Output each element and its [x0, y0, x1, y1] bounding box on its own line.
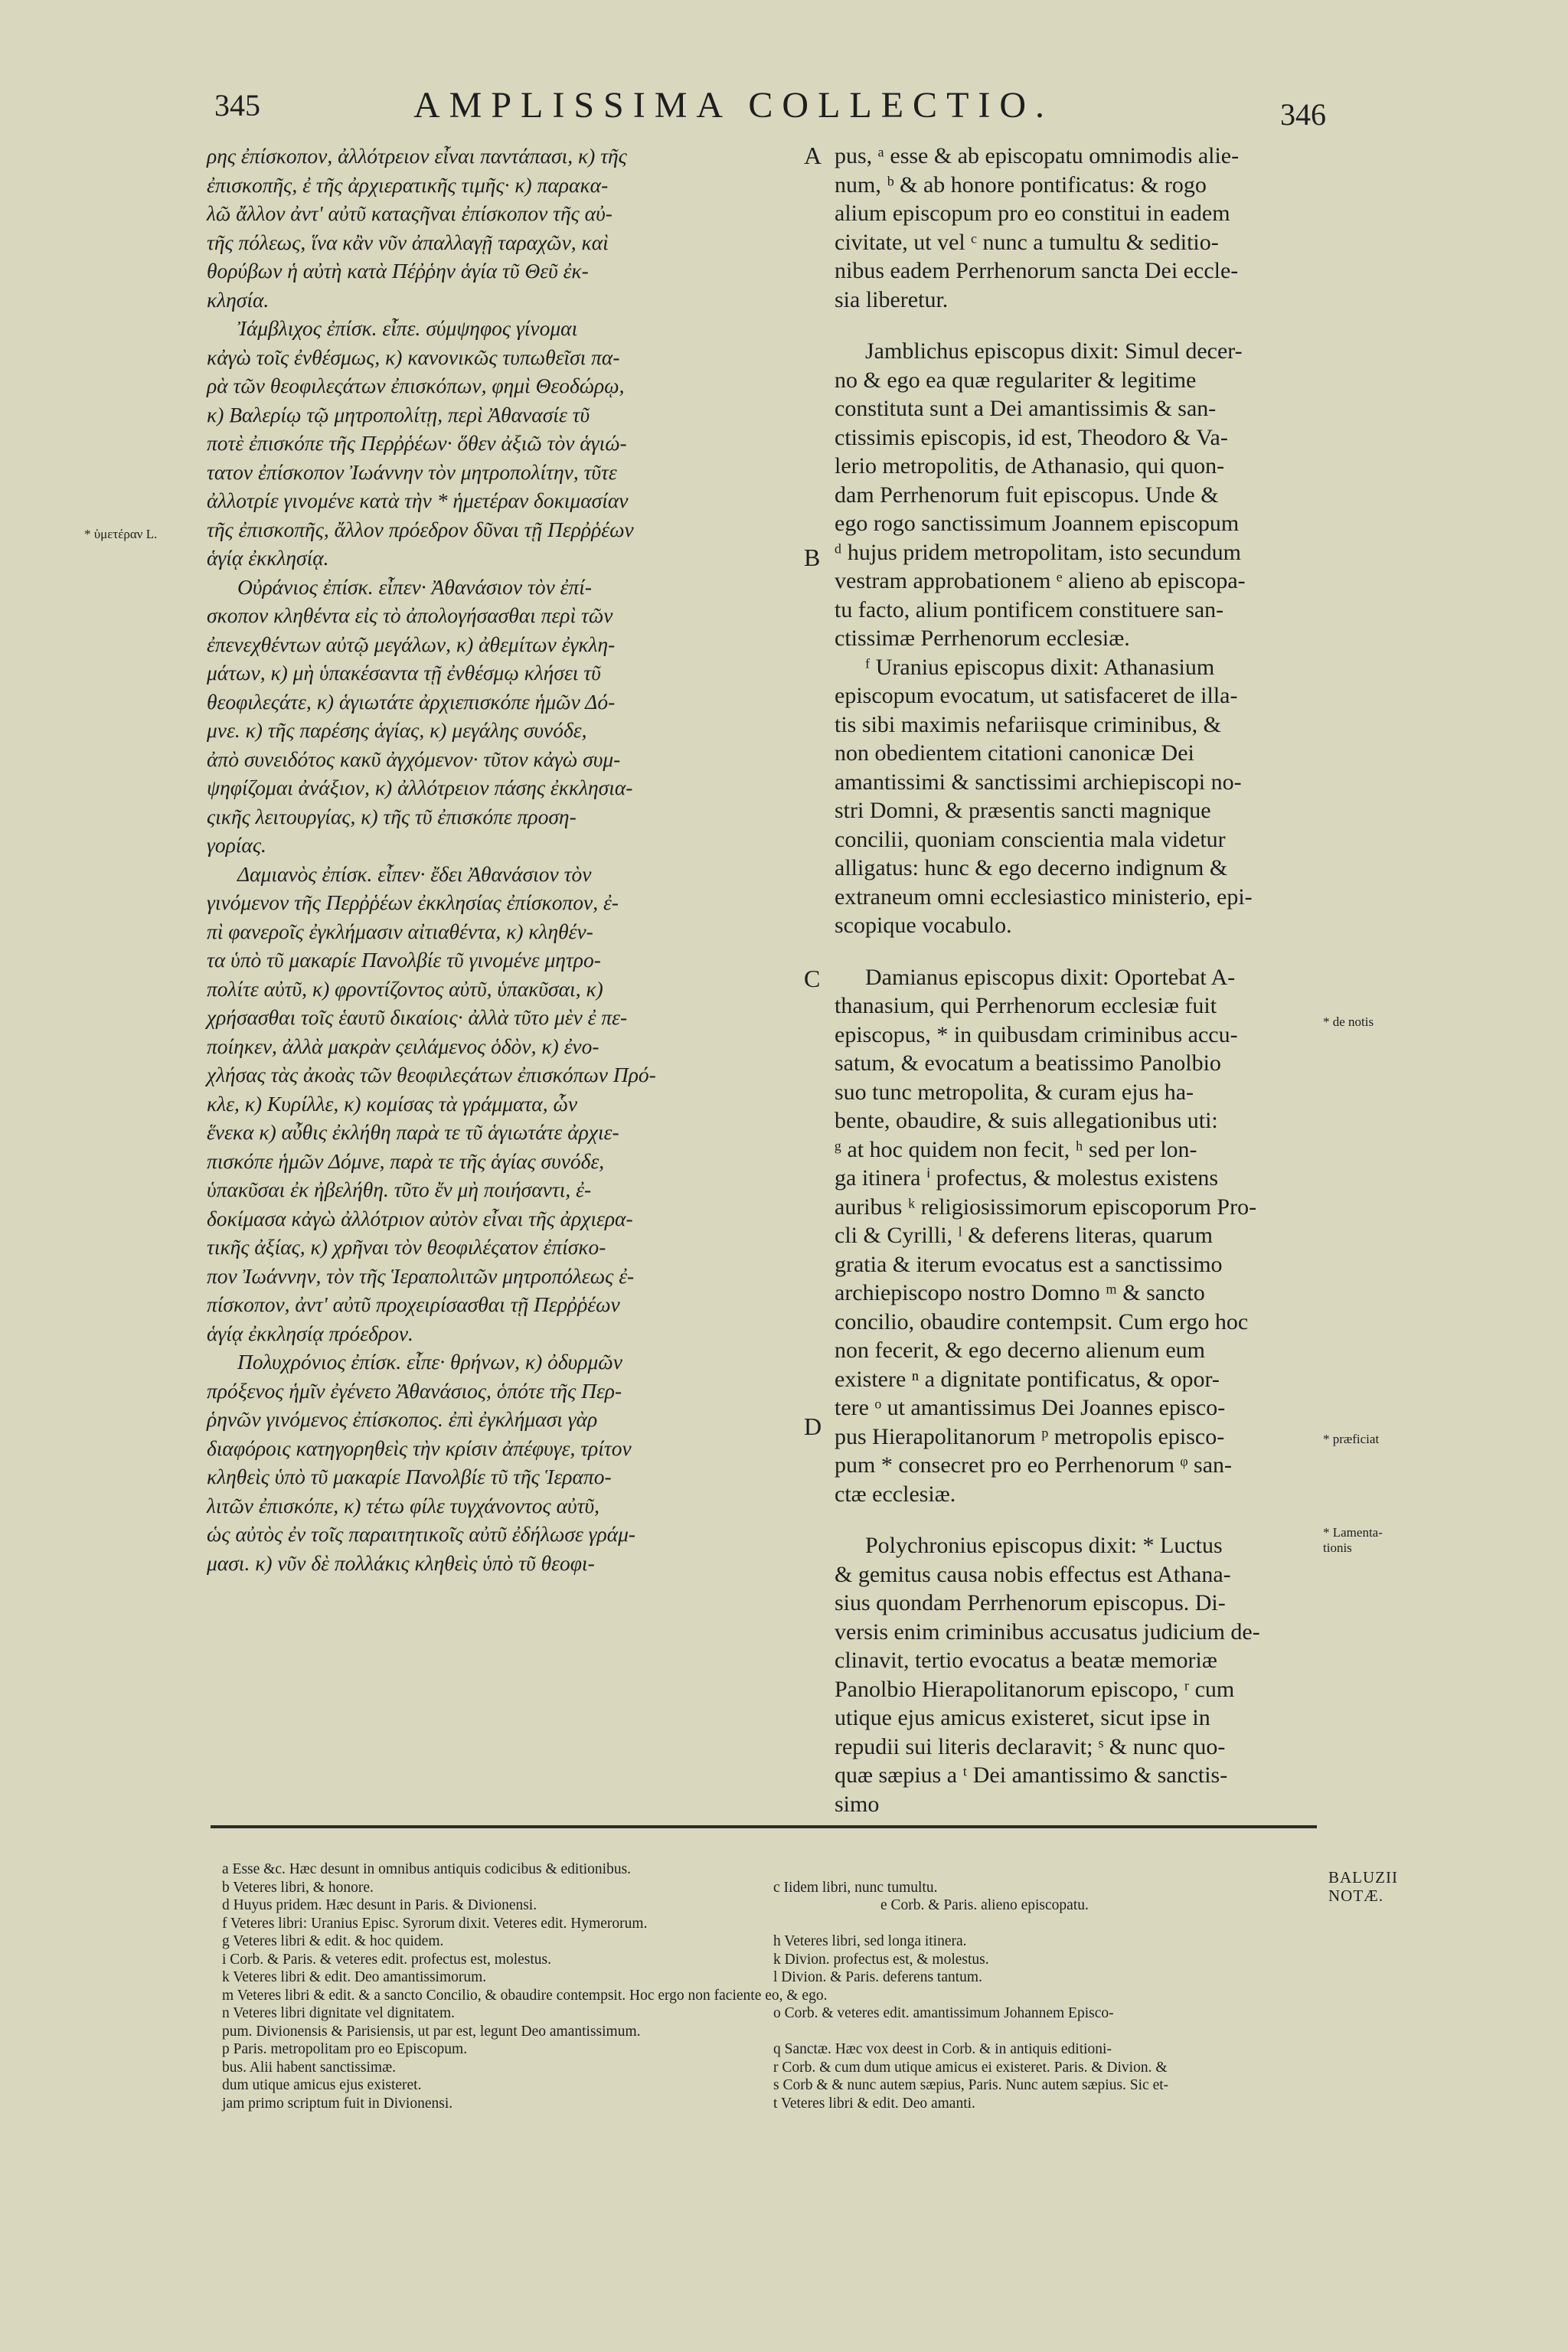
latin-line [835, 1393, 1325, 1423]
greek-line [207, 343, 781, 372]
greek-line [207, 1032, 781, 1061]
greek-line [207, 1377, 781, 1406]
greek-line [207, 199, 781, 228]
latin-line-text: Jamblichus episcopus dixit: Simul decer- [865, 338, 1243, 364]
side-note-de-notis: * de notis [1323, 1014, 1374, 1029]
footnote-left: g Veteres libri & edit. & hoc quidem. [222, 1933, 444, 1949]
greek-line-text: κλησία. [207, 287, 270, 312]
page-number-left: 345 [214, 88, 260, 122]
greek-line-text: Ἰάμβλιχος ἐπίσκ. εἶπε. σύμψηφος γίνομαι [237, 316, 578, 340]
greek-line-text: ὑπακῦσαι ἐκ ἠβελήθη. τῦτο ἔν μὴ ποιήσαντι, ἐ- [207, 1178, 592, 1201]
greek-line-text: μασι. κ) νῦν δὲ πολλάκις κληθεὶς ὑπὸ τῦ θεοφι- [207, 1550, 595, 1575]
latin-line-text: Polychronius episcopus dixit: * Luctus [865, 1533, 1223, 1558]
latin-line [835, 1790, 1325, 1819]
greek-line [207, 429, 781, 458]
latin-line [835, 653, 1325, 682]
greek-line [207, 142, 781, 171]
latin-line [835, 1106, 1325, 1135]
side-note-lamentationis: * Lamenta- tionis [1323, 1525, 1383, 1555]
footnote-left: f Veteres libri: Uranius Episc. Syrorum dixit. Veteres edit. Hymerorum. [222, 1915, 648, 1932]
latin-line [835, 1021, 1325, 1050]
greek-line-text: ψηφίζομαι ἀνάξιον, κ) ἀλλότρειον πάσης ἐκκλησια- [207, 776, 633, 799]
footnote-left: i Corb. & Paris. & veteres edit. profectus est, molestus. [222, 1951, 552, 1968]
footnote-right: o Corb. & veteres edit. amantissimum Johannem Episco- [773, 2005, 1114, 2021]
greek-line-text: ἁγίᾳ ἐκκλησίᾳ. [207, 546, 329, 570]
latin-line [835, 1135, 1325, 1165]
footnote-right: l Divion. & Paris. deferens tantum. [773, 1969, 982, 1985]
greek-line-text: πολίτε αὐτῦ, κ) φροντίζοντος αὐτῦ, ὑπακῦσαι, κ) [207, 976, 603, 1001]
latin-line [835, 1733, 1325, 1762]
notes-heading: BALUZII NOTÆ. [1328, 1868, 1398, 1905]
footnote-right: r Corb. & cum dum utique amicus ei existeret. Paris. & Divion. & [773, 2059, 1168, 2076]
latin-line-text: nibus eadem Perrhenorum sancta Dei eccle- [835, 258, 1239, 283]
greek-line-text: κληθεὶς ὑπὸ τῦ μακαρίε Πανολβίε τῦ τῆς Ἱεραπο- [207, 1465, 612, 1488]
margin-letter-c: C [804, 965, 821, 992]
greek-line-text: ἐπενεχθέντων αὐτῷ μεγάλων, κ) ἀθεμίτων ἐγκλη- [207, 632, 616, 656]
greek-line-text: τῆς ἐπισκοπῆς, ἄλλον πρόεδρον δῦναι τῇ Περῤῥέων [207, 517, 634, 541]
greek-line-text: πρόξενος ἡμῖν ἐγένετο Ἀθανάσιος, ὁπότε τῆς Περ- [207, 1378, 622, 1403]
footnote-divider [211, 1825, 1317, 1828]
greek-line [207, 1262, 781, 1291]
latin-line [835, 1451, 1325, 1480]
latin-line-text: non obedientem citationi canonicæ Dei [835, 740, 1194, 766]
latin-line [835, 1589, 1325, 1618]
greek-line-text: χλήσας τὰς ἀκοὰς τῶν θεοφιλεςάτων ἐπισκόπων Πρό- [207, 1063, 656, 1086]
margin-letter-a: A [804, 142, 822, 169]
latin-line [835, 1078, 1325, 1107]
footnote-row [222, 1932, 1325, 1951]
latin-line-text: utique ejus amicus existeret, sicut ipse in [835, 1705, 1210, 1730]
greek-line-text: ςικῆς λειτουργίας, κ) τῆς τῦ ἐπισκόπε προση- [207, 804, 577, 828]
greek-text-column [207, 142, 781, 1577]
latin-line-text: bente, obaudire, & suis allegationibus uti: [835, 1108, 1218, 1133]
footnotes [222, 1860, 1325, 2112]
footnote-row [222, 1987, 1325, 2005]
latin-line-text: satum, & evocatum a beatissimo Panolbio [835, 1050, 1221, 1076]
greek-line-text: δοκίμασα κἀγὼ ἀλλότριον αὐτὸν εἶναι τῆς ἀρχιερα- [207, 1206, 633, 1230]
greek-line [207, 573, 781, 602]
latin-line [835, 1250, 1325, 1279]
latin-line-text: & gemitus causa nobis effectus est Athana- [835, 1561, 1231, 1587]
latin-line [835, 1193, 1325, 1222]
greek-line-text: ἁγίᾳ ἐκκλησίᾳ πρόεδρον. [207, 1321, 413, 1345]
greek-line [207, 917, 781, 946]
latin-line-text: extraneum omni ecclesiastico ministerio, epi- [835, 884, 1253, 910]
margin-letter-d: D [804, 1413, 822, 1440]
greek-line-text: τικῆς ἀξίας, κ) χρῆναι τὸν θεοφιλέςατον ἐπίσκο- [207, 1235, 606, 1259]
greek-line-text: χρήσασθαι τοῖς ἑαυτῦ δικαίοις· ἀλλὰ τῦτο μὲν ἐ πε- [207, 1005, 628, 1029]
latin-line [835, 825, 1325, 854]
greek-line [207, 1175, 781, 1204]
greek-line [207, 802, 781, 831]
footnote-row [222, 2059, 1325, 2077]
latin-line [835, 366, 1325, 395]
greek-line-text: κλε, κ) Κυρίλλε, κ) κομίσας τὰ γράμματα, ὧν [207, 1091, 578, 1116]
latin-line-text: gratia & iterum evocatus est a sanctissimo [835, 1251, 1223, 1277]
greek-line [207, 831, 781, 860]
footnote-row [222, 1860, 1325, 1879]
greek-line [207, 860, 781, 889]
greek-line-text: γινόμενον τῆς Περῤῥέων ἐκκλησίας ἐπίσκοπον, ἐ- [207, 890, 619, 914]
latin-line [835, 1531, 1325, 1560]
greek-line-text: Δαμιανὸς ἐπίσκ. εἶπεν· ἔδει Ἀθανάσιον τὸν [237, 861, 592, 886]
footnote-left: a Esse &c. Hæc desunt in omnibus antiquis codicibus & editionibus. [222, 1861, 632, 1877]
greek-line [207, 745, 781, 774]
footnote-right: c Iidem libri, nunc tumultu. [773, 1879, 938, 1896]
greek-line [207, 458, 781, 487]
latin-line-text: alligatus: hunc & ego decerno indignum & [835, 855, 1228, 880]
footnote-left: dum utique amicus ejus existeret. [222, 2077, 422, 2093]
latin-line-text: ctissimis episcopis, id est, Theodoro & Va- [835, 424, 1228, 450]
footnote-left: bus. Alii habent sanctissimæ. [222, 2059, 396, 2076]
greek-line [207, 688, 781, 717]
latin-line [835, 1618, 1325, 1647]
greek-line [207, 658, 781, 688]
latin-line-text: auribus ᵏ religiosissimorum episcoporum Pro- [835, 1194, 1257, 1220]
latin-line [835, 228, 1325, 257]
latin-line-text: concilii, quoniam conscientia mala videtur [835, 826, 1226, 852]
latin-line-text: scopique vocabulo. [835, 913, 1012, 938]
latin-line [835, 337, 1325, 366]
greek-line-text: κ) Βαλερίῳ τῷ μητροπολίτῃ, περὶ Ἀθανασίε τῦ [207, 402, 590, 426]
page-header [207, 84, 1332, 138]
footnote-left: n Veteres libri dignitate vel dignitatem. [222, 2005, 455, 2021]
latin-line-text: archiepiscopo nostro Domno ᵐ & sancto [835, 1280, 1205, 1305]
latin-line [835, 567, 1325, 596]
latin-line [835, 1049, 1325, 1078]
greek-line-text: πὶ φανεροῖς ἐγκλήμασιν αἰτιαθέντα, κ) κληθέν- [207, 919, 593, 943]
latin-line-text: versis enim criminibus accusatus judicium de- [835, 1619, 1260, 1645]
greek-line-text: λιτῶν ἐπισκόπε, κ) τέτω φίλε τυγχάνοντος αὐτῦ, [207, 1493, 599, 1517]
greek-line [207, 1290, 781, 1319]
side-note-praeficiat: * præficiat [1323, 1432, 1380, 1446]
greek-line [207, 256, 781, 286]
latin-line [835, 394, 1325, 423]
footnote-left: m Veteres libri & edit. & a sancto Concilio, & obaudire contempsit. Hoc ergo non faciente eo, & ego. [222, 1987, 828, 2004]
latin-line [835, 1675, 1325, 1704]
latin-line-text: amantissimi & sanctissimi archiepiscopi no- [835, 769, 1242, 795]
latin-line [835, 1365, 1325, 1394]
greek-line-text: ῥηνῶν γινόμενος ἐπίσκοπος. ἐπὶ ἐγκλήμασι γὰρ [207, 1407, 598, 1431]
footnote-right: e Corb. & Paris. alieno episcopatu. [880, 1897, 1089, 1913]
greek-line-text: τῆς πόλεως, ἵνα κἂν νῦν ἀπαλλαγῇ ταραχῶν, καὶ [207, 230, 609, 254]
latin-line [835, 710, 1325, 740]
greek-line [207, 1060, 781, 1089]
greek-line [207, 171, 781, 200]
latin-line [835, 681, 1325, 710]
latin-line-text: repudii sui literis declaravit; ˢ & nunc quo- [835, 1733, 1226, 1759]
latin-line [835, 739, 1325, 768]
latin-line-text: clinavit, tertio evocatus a beatæ memoriæ [835, 1648, 1217, 1673]
greek-line-text: ρὰ τῶν θεοφιλεςάτων ἐπισκόπων, φημὶ Θεοδώρῳ, [207, 374, 625, 397]
greek-line-text: τα ὑπὸ τῦ μακαρίε Πανολβίε τῦ γινομένε μητρο- [207, 948, 601, 972]
footnote-right: q Sanctæ. Hæc vox deest in Corb. & in antiquis editioni- [773, 2041, 1112, 2057]
latin-line-text: non fecerit, & ego decerno alienum eum [835, 1338, 1205, 1363]
greek-line-text: μνε. κ) τῆς παρέσης ἁγίας, κ) μεγάλης συνόδε, [207, 718, 587, 742]
margin-letter-b: B [804, 544, 821, 571]
greek-line-text: ποίηκεν, ἀλλὰ μακρὰν ςειλάμενος ὁδὸν, κ) ἐνο- [207, 1034, 599, 1058]
latin-line [835, 171, 1325, 200]
latin-line [835, 423, 1325, 452]
latin-line [835, 1308, 1325, 1337]
greek-line [207, 486, 781, 515]
greek-line-text: ἀπὸ συνειδότος κακῦ ἀγχόμενον· τῦτον κἀγὼ συμ- [207, 746, 621, 771]
page-number-right: 346 [1280, 97, 1326, 132]
latin-line-text: episcopus, * in quibusdam criminibus accu- [835, 1021, 1238, 1047]
latin-line [835, 963, 1325, 992]
greek-line [207, 630, 781, 659]
latin-line [835, 509, 1325, 538]
side-note-variant-reading: * ὑμετέραν L. [84, 527, 158, 541]
latin-line-text: constituta sunt a Dei amantissimis & san- [835, 396, 1217, 421]
greek-line [207, 1204, 781, 1233]
latin-line-text: cli & Cyrilli, ˡ & deferens literas, quarum [835, 1223, 1214, 1248]
latin-line [835, 596, 1325, 625]
latin-line [835, 1279, 1325, 1308]
greek-line-text: ρης ἐπίσκοπον, ἀλλότρειον εἶναι παντάπασι, κ) τῆς [207, 144, 627, 168]
footnote-row [222, 1915, 1325, 1933]
footnote-right: t Veteres libri & edit. Deo amanti. [773, 2095, 975, 2112]
greek-line-text: πισκόπε ἡμῶν Δόμνε, παρὰ τε τῆς ἁγίας συνόδε, [207, 1148, 605, 1173]
greek-line-text: πίσκοπον, ἀντ' αὐτῦ προχειρίσασθαι τῇ Περῤῥέων [207, 1292, 620, 1316]
footnote-row [222, 2004, 1325, 2023]
greek-line [207, 544, 781, 573]
latin-line [835, 854, 1325, 883]
latin-line-text: tu facto, alium pontificem constituere san- [835, 596, 1224, 622]
greek-line [207, 1462, 781, 1491]
greek-line [207, 773, 781, 802]
footnote-row [222, 1968, 1325, 1987]
greek-line [207, 888, 781, 917]
footnote-left: k Veteres libri & edit. Deo amantissimorum. [222, 1969, 487, 1985]
greek-line-text: ὡς αὐτὸς ἐν τοῖς παραιτητικοῖς αὐτῦ ἐδήλωσε γράμ- [207, 1522, 636, 1546]
footnote-left: d Huyus pridem. Hæc desunt in Paris. & Divionensi. [222, 1897, 537, 1913]
greek-line-text: Οὐράνιος ἐπίσκ. εἶπεν· Ἀθανάσιον τὸν ἐπί- [237, 574, 593, 599]
latin-line [835, 991, 1325, 1021]
latin-line [835, 538, 1325, 567]
greek-line [207, 1089, 781, 1119]
latin-line-text: num, ᵇ & ab honore pontificatus: & rogo [835, 172, 1207, 198]
latin-line-text: Damianus episcopus dixit: Oportebat A- [865, 964, 1236, 990]
greek-line [207, 946, 781, 975]
latin-line-text: alium episcopum pro eo constitui in eadem [835, 201, 1230, 226]
latin-line [835, 1646, 1325, 1675]
greek-line [207, 975, 781, 1004]
latin-line [835, 256, 1325, 286]
latin-line-text: thanasium, qui Perrhenorum ecclesiæ fuit [835, 993, 1217, 1018]
latin-line-text: ᵍ at hoc quidem non fecit, ʰ sed per lon- [835, 1136, 1197, 1162]
footnote-left: jam primo scriptum fuit in Divionensi. [222, 2095, 453, 2112]
latin-line-text: dam Perrhenorum fuit episcopus. Unde & [835, 482, 1219, 508]
latin-line-text: pus Hierapolitanorum ᵖ metropolis episco- [835, 1423, 1225, 1449]
footnote-right: s Corb & & nunc autem sæpius, Paris. Nunc autem sæpius. Sic et- [773, 2077, 1169, 2093]
latin-line [835, 883, 1325, 912]
greek-line [207, 1434, 781, 1463]
greek-line [207, 1348, 781, 1377]
footnote-left: pum. Divionensis & Parisiensis, ut par est, legunt Deo amantissimum. [222, 2023, 641, 2040]
latin-text-column [835, 142, 1325, 1818]
greek-line [207, 1319, 781, 1348]
greek-line [207, 515, 781, 544]
greek-line-text: μάτων, κ) μὴ ὑπακέσαντα τῇ ἐνθέσμῳ κλήσει τῦ [207, 661, 601, 684]
latin-line [835, 286, 1325, 315]
latin-line [835, 481, 1325, 510]
latin-line-text: sius quondam Perrhenorum episcopus. Di- [835, 1590, 1226, 1615]
latin-line [835, 1423, 1325, 1452]
greek-line [207, 1549, 781, 1578]
greek-line [207, 1118, 781, 1147]
latin-line [835, 1761, 1325, 1790]
greek-line [207, 1233, 781, 1262]
latin-line [835, 1704, 1325, 1733]
running-title: AMPLISSIMA COLLECTIO. [413, 85, 1054, 126]
greek-line [207, 228, 781, 257]
latin-line-text: stri Domni, & præsentis sancti magnique [835, 798, 1211, 823]
latin-line [835, 142, 1325, 171]
footnote-left: b Veteres libri, & honore. [222, 1879, 374, 1896]
latin-line-text: episcopum evocatum, ut satisfaceret de illa- [835, 683, 1238, 708]
latin-line-text: simo [835, 1791, 880, 1817]
greek-line-text: κἀγὼ τοῖς ἐνθέσμως, κ) κανονικῶς τυπωθεῖσι πα- [207, 345, 620, 369]
latin-line [835, 911, 1325, 940]
footnote-row [222, 2095, 1325, 2113]
footnote-row [222, 1879, 1325, 1897]
latin-line [835, 1221, 1325, 1250]
latin-line-text: quæ sæpius a ᵗ Dei amantissimo & sanctis- [835, 1762, 1228, 1788]
footnote-right: h Veteres libri, sed longa itinera. [773, 1933, 967, 1949]
greek-line-text: πον Ἰωάννην, τὸν τῆς Ἱεραπολιτῶν μητροπόλεως ἐ- [207, 1263, 635, 1288]
footnote-left: p Paris. metropolitam pro eo Episcopum. [222, 2041, 468, 2057]
greek-line [207, 1520, 781, 1549]
latin-line [835, 624, 1325, 653]
greek-line-text: ἐπισκοπῆς, ἐ τῆς ἀρχιερατικῆς τιμῆς· κ) παρακα- [207, 172, 609, 197]
latin-line-text: suo tunc metropolita, & curam ejus ha- [835, 1079, 1194, 1105]
latin-line-text: civitate, ut vel ᶜ nunc a tumultu & seditio- [835, 229, 1219, 255]
greek-line [207, 1405, 781, 1434]
latin-line-text: ctæ ecclesiæ. [835, 1481, 956, 1507]
latin-line-text: ctissimæ Perrhenorum ecclesiæ. [835, 626, 1130, 651]
greek-line-text: τατον ἐπίσκοπον Ἰωάννην τὸν μητροπολίτην, τῦτε [207, 459, 617, 484]
latin-line-text: vestram approbationem ᵉ alieno ab episcopa- [835, 568, 1246, 593]
latin-line-text: concilio, obaudire contempsit. Cum ergo hoc [835, 1308, 1249, 1334]
latin-line [835, 796, 1325, 825]
latin-line-text: tere ᵒ ut amantissimus Dei Joannes episco- [835, 1395, 1226, 1420]
greek-line-text: Πολυχρόνιος ἐπίσκ. εἶπε· θρήνων, κ) ὀδυρμῶν [237, 1350, 622, 1374]
footnote-row [222, 1896, 1325, 1915]
latin-line-text: no & ego ea quæ regulariter & legitime [835, 367, 1197, 393]
footnote-row [222, 2076, 1325, 2095]
latin-line-text: lerio metropolitis, de Athanasio, qui quon- [835, 453, 1225, 479]
latin-line [835, 1164, 1325, 1193]
footnote-row [222, 2023, 1325, 2041]
footnote-row [222, 1951, 1325, 1969]
greek-line [207, 371, 781, 400]
greek-line-text: γορίας. [207, 833, 266, 857]
greek-line [207, 1491, 781, 1521]
footnote-right: k Divion. profectus est, & molestus. [773, 1951, 989, 1968]
greek-line [207, 716, 781, 745]
greek-line-text: σκοπον κληθέντα εἰς τὸ ἀπολογήσασθαι περὶ τῶν [207, 603, 613, 627]
latin-line [835, 1480, 1325, 1509]
greek-line-text: ἕνεκα κ) αὖθις ἐκλήθη παρὰ τε τῦ ἁγιωτάτε ἀρχιε- [207, 1120, 619, 1144]
latin-line-text: Panolbio Hierapolitanorum episcopo, ʳ cum [835, 1676, 1235, 1702]
latin-line-text: sia liberetur. [835, 286, 949, 312]
latin-line [835, 452, 1325, 481]
greek-line-text: θορύβων ἡ αὐτὴ κατὰ Πέῤῥην ἁγία τῦ Θεῦ ἐκ- [207, 259, 589, 283]
latin-line-text: ego rogo sanctissimum Joannem episcopum [835, 511, 1240, 536]
greek-line [207, 1003, 781, 1032]
latin-line-text: ᵈ hujus pridem metropolitam, isto secundum [835, 539, 1241, 565]
latin-line-text: pus, ᵃ esse & ab episcopatu omnimodis alie- [835, 143, 1240, 168]
greek-line [207, 1147, 781, 1176]
latin-line [835, 1336, 1325, 1365]
greek-line [207, 286, 781, 315]
greek-line [207, 601, 781, 630]
footnote-row [222, 2040, 1325, 2059]
greek-line-text: θεοφιλεςάτε, κ) ἁγιωτάτε ἀρχιεπισκόπε ἡμῶν Δό- [207, 689, 616, 714]
latin-line-text: ga itinera ⁱ profectus, & molestus existens [835, 1165, 1219, 1191]
latin-line-text: pum * consecret pro eo Perrhenorum ᵠ san- [835, 1452, 1233, 1478]
latin-line [835, 1560, 1325, 1589]
latin-line-text: ᶠ Uranius episcopus dixit: Athanasium [865, 654, 1215, 680]
greek-line-text: λῶ ἄλλον ἀντ' αὐτῦ καταςῆναι ἐπίσκοπον τῆς αὐ- [207, 201, 612, 225]
greek-line [207, 314, 781, 343]
greek-line-text: ποτὲ ἐπισκόπε τῆς Περῤῥέων· ὅθεν ἀξιῶ τὸν ἁγιώ- [207, 431, 627, 455]
greek-line-text: διαφόροις κατηγορηθεὶς τὴν κρίσιν ἀπέφυγε, τρίτον [207, 1436, 632, 1460]
latin-line [835, 768, 1325, 797]
latin-line-text: tis sibi maximis nefariisque criminibus, & [835, 711, 1221, 737]
latin-line [835, 199, 1325, 228]
latin-line-text: existere ⁿ a dignitate pontificatus, & opor- [835, 1366, 1220, 1392]
greek-line-text: ἀλλοτρίε γινομένε κατὰ τὴν * ἡμετέραν δοκιμασίαν [207, 488, 629, 512]
greek-line [207, 400, 781, 430]
